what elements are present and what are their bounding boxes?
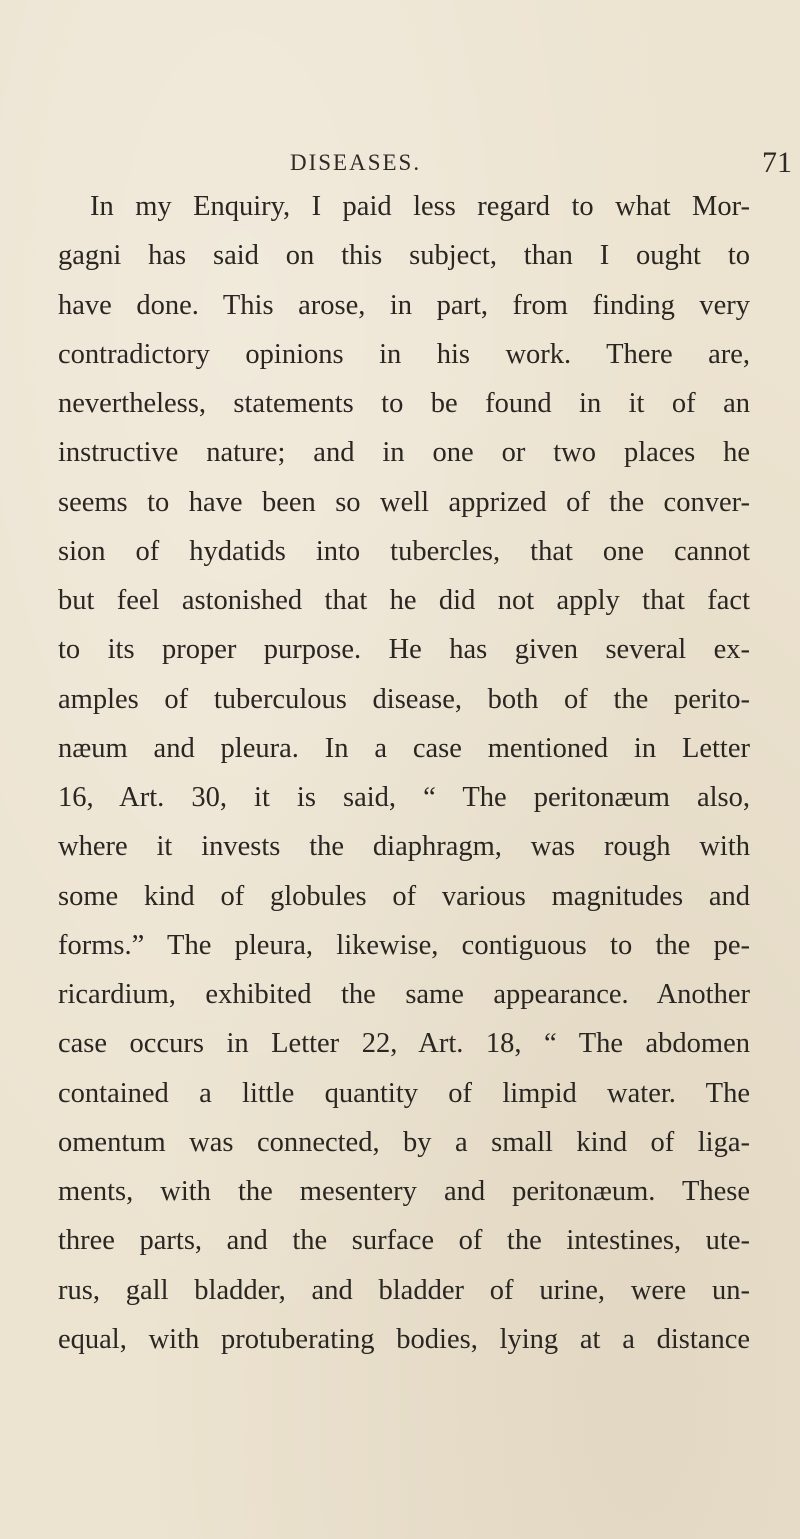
- text-line: contradictory opinions in his work. There are,: [58, 338, 750, 370]
- text-line: contained a little quantity of limpid water. The: [58, 1077, 750, 1109]
- text-line: ricardium, exhibited the same appearance. Another: [58, 979, 750, 1010]
- text-line: 16, Art. 30, it is said, “ The peritonæum also,: [58, 782, 750, 813]
- text-line: næum and pleura. In a case mentioned in Letter: [58, 732, 750, 764]
- text-line: instructive nature; and in one or two places he: [58, 437, 750, 469]
- text-line: case occurs in Letter 22, Art. 18, “ The abdomen: [58, 1028, 750, 1060]
- text-line: where it invests the diaphragm, was rough with: [58, 831, 750, 863]
- page-number: 71: [762, 146, 792, 179]
- text-line: seems to have been so well apprized of the conver-: [58, 486, 750, 518]
- text-line: gagni has said on this subject, than I ought to: [58, 240, 750, 272]
- text-line: sion of hydatids into tubercles, that one cannot: [58, 535, 750, 567]
- text-line: equal, with protuberating bodies, lying at a distance: [58, 1323, 750, 1355]
- text-line: ments, with the mesentery and peritonæum. These: [58, 1176, 750, 1207]
- text-line: amples of tuberculous disease, both of the perito-: [58, 683, 750, 715]
- text-line: In my Enquiry, I paid less regard to what Mor-: [90, 191, 750, 222]
- running-head-title: DISEASES.: [290, 150, 422, 175]
- text-line: have done. This arose, in part, from finding very: [58, 289, 750, 321]
- running-head: [0, 146, 800, 180]
- text-line: some kind of globules of various magnitudes and: [58, 880, 750, 912]
- text-line: nevertheless, statements to be found in it of an: [58, 388, 750, 419]
- text-line: rus, gall bladder, and bladder of urine, were un-: [58, 1274, 750, 1306]
- text-line: to its proper purpose. He has given several ex-: [58, 634, 750, 666]
- text-line: forms.” The pleura, likewise, contiguous to the pe-: [58, 929, 750, 961]
- body-paragraph: [58, 182, 750, 1364]
- text-line: but feel astonished that he did not apply that fact: [58, 585, 750, 616]
- text-line: omentum was connected, by a small kind of liga-: [58, 1126, 750, 1158]
- text-line: three parts, and the surface of the intestines, ute-: [58, 1225, 750, 1257]
